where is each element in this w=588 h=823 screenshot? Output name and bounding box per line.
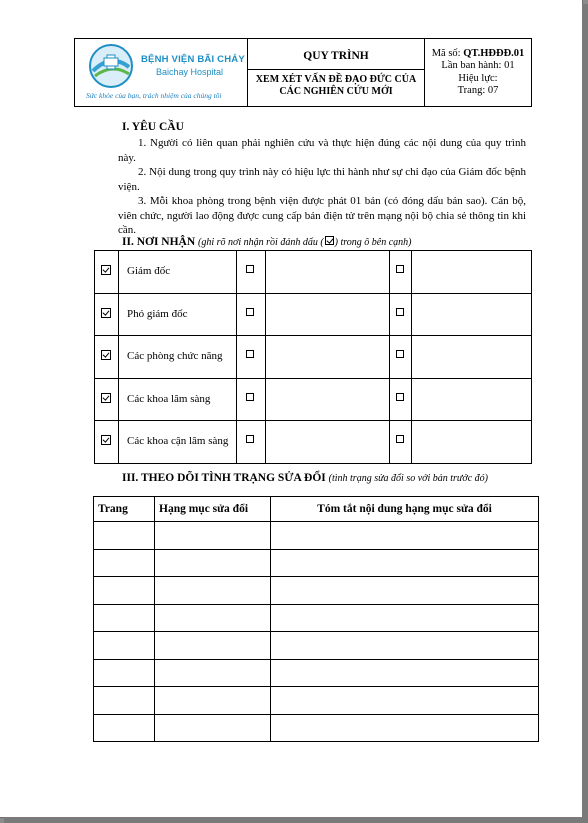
recipient-label: Phó giám đốc — [119, 293, 237, 336]
section3-heading — [122, 472, 488, 484]
revision-summary-cell — [271, 714, 539, 742]
title-cell — [248, 39, 425, 107]
recipient-checkbox-cell[interactable] — [95, 421, 119, 464]
section3-note: (tình trạng sửa đổi so với bản trước đó) — [328, 473, 488, 484]
revision-row — [94, 687, 539, 715]
recipient-checkbox-cell-2[interactable] — [237, 336, 266, 379]
checkbox-empty-icon[interactable] — [246, 435, 254, 443]
recipient-checkbox-cell-3[interactable] — [390, 336, 412, 379]
recipient-row — [95, 293, 532, 336]
checkbox-empty-icon[interactable] — [246, 308, 254, 316]
section2-heading — [122, 236, 412, 248]
issue-number: Lần ban hành: 01 — [441, 60, 515, 71]
page-shadow-right — [582, 4, 588, 823]
revision-summary-cell — [271, 549, 539, 577]
recipient-blank-cell — [266, 251, 390, 294]
recipient-checkbox-cell-3[interactable] — [390, 251, 412, 294]
revision-page-cell — [94, 632, 155, 660]
recipient-blank-cell — [412, 293, 532, 336]
recipient-checkbox-cell[interactable] — [95, 378, 119, 421]
revision-item-cell — [155, 577, 271, 605]
recipient-checkbox-cell-2[interactable] — [237, 251, 266, 294]
recipient-row — [95, 336, 532, 379]
recipient-row — [95, 378, 532, 421]
revision-summary-cell — [271, 687, 539, 715]
revisions-header-row — [94, 497, 539, 522]
recipient-row — [95, 421, 532, 464]
revision-item-cell — [155, 632, 271, 660]
document-header — [74, 38, 532, 107]
checkbox-checked-icon[interactable] — [101, 308, 111, 318]
revision-item-cell — [155, 714, 271, 742]
logo-cell — [75, 39, 248, 107]
effective-label: Hiệu lực: — [458, 72, 498, 84]
revision-page-cell — [94, 604, 155, 632]
revision-page-cell — [94, 549, 155, 577]
recipient-checkbox-cell-3[interactable] — [390, 421, 412, 464]
checkbox-checked-icon[interactable] — [101, 265, 111, 275]
recipient-checkbox-cell-2[interactable] — [237, 421, 266, 464]
checkbox-empty-icon[interactable] — [246, 350, 254, 358]
revision-row — [94, 522, 539, 550]
checkbox-checked-icon[interactable] — [101, 435, 111, 445]
recipient-blank-cell — [412, 336, 532, 379]
section1-para3: 3. Mỗi khoa phòng trong bệnh viện được phát 01 bản (có đóng dấu bản sao). Cán bộ, viên chức, người lao động được cung cấp bản điện tử trên mạng nội bộ chia sẻ thông tin khi cần. — [118, 195, 526, 236]
recipients-table — [94, 250, 532, 464]
col-item: Hạng mục sửa đổi — [155, 497, 271, 522]
revision-row — [94, 577, 539, 605]
doc-code: Mã số: QT.HĐĐĐ.01 — [431, 47, 525, 59]
checkbox-checked-icon[interactable] — [101, 393, 111, 403]
recipient-checkbox-cell-3[interactable] — [390, 293, 412, 336]
recipient-checkbox-cell-3[interactable] — [390, 378, 412, 421]
checkbox-empty-icon[interactable] — [396, 393, 404, 401]
recipient-label: Các khoa cận lâm sàng — [119, 421, 237, 464]
section1-para2: 2. Nội dung trong quy trình này có hiệu lực thi hành như sự chỉ đạo của Giám đốc bệnh viện. — [118, 166, 526, 193]
revisions-table — [93, 496, 539, 742]
checkbox-checked-icon[interactable] — [101, 350, 111, 360]
revision-summary-cell — [271, 659, 539, 687]
section3-title: III. THEO DÕI TÌNH TRẠNG SỬA ĐỔI — [122, 472, 326, 484]
checkbox-empty-icon[interactable] — [246, 393, 254, 401]
page-number: Trang: 07 — [457, 85, 499, 96]
section2-title: II. NƠI NHẬN — [122, 236, 196, 248]
revision-item-cell — [155, 604, 271, 632]
recipient-blank-cell — [266, 336, 390, 379]
hospital-slogan: Sức khỏe của bạn, trách nhiệm của chúng tôi — [86, 90, 222, 100]
revision-page-cell — [94, 659, 155, 687]
recipient-blank-cell — [412, 421, 532, 464]
recipient-blank-cell — [266, 421, 390, 464]
checkbox-checked-icon — [325, 236, 334, 245]
section1-para1: 1. Người có liên quan phải nghiên cứu và thực hiện đúng các nội dung của quy trình này. — [118, 137, 526, 164]
revision-row — [94, 604, 539, 632]
doc-type: QUY TRÌNH — [248, 43, 424, 70]
recipient-checkbox-cell[interactable] — [95, 251, 119, 294]
recipient-row — [95, 251, 532, 294]
col-summary: Tóm tắt nội dung hạng mục sửa đổi — [271, 497, 539, 522]
col-page: Trang — [94, 497, 155, 522]
revision-item-cell — [155, 687, 271, 715]
revision-row — [94, 549, 539, 577]
revision-item-cell — [155, 659, 271, 687]
hospital-logo — [75, 40, 247, 106]
doc-title: XEM XÉT VẤN ĐỀ ĐẠO ĐỨC CỦA CÁC NGHIÊN CỨU MỚI — [255, 74, 417, 97]
revision-page-cell — [94, 522, 155, 550]
checkbox-empty-icon[interactable] — [246, 265, 254, 273]
checkbox-empty-icon[interactable] — [396, 435, 404, 443]
revision-page-cell — [94, 687, 155, 715]
recipient-blank-cell — [266, 293, 390, 336]
recipient-blank-cell — [412, 378, 532, 421]
hospital-name: BỆNH VIỆN BÃI CHÁY — [141, 53, 245, 65]
recipient-label: Các khoa lâm sàng — [119, 378, 237, 421]
section1-title: I. YÊU CẦU — [122, 121, 184, 133]
hospital-emblem-icon — [85, 43, 137, 89]
checkbox-empty-icon[interactable] — [396, 308, 404, 316]
section2-note: (ghi rõ nơi nhận rồi đánh dấu ( ) trong ô bên cạnh) — [198, 237, 412, 248]
revision-item-cell — [155, 549, 271, 577]
checkbox-empty-icon[interactable] — [396, 350, 404, 358]
revision-summary-cell — [271, 632, 539, 660]
recipient-blank-cell — [412, 251, 532, 294]
revision-row — [94, 714, 539, 742]
recipient-checkbox-cell-2[interactable] — [237, 378, 266, 421]
recipient-checkbox-cell[interactable] — [95, 293, 119, 336]
revision-page-cell — [94, 714, 155, 742]
revision-row — [94, 659, 539, 687]
revision-row — [94, 632, 539, 660]
checkbox-empty-icon[interactable] — [396, 265, 404, 273]
hospital-name-en: Baichay Hospital — [156, 66, 224, 77]
recipient-checkbox-cell-2[interactable] — [237, 293, 266, 336]
revision-summary-cell — [271, 577, 539, 605]
page-shadow-bottom — [4, 817, 588, 823]
recipient-blank-cell — [266, 378, 390, 421]
recipient-checkbox-cell[interactable] — [95, 336, 119, 379]
revision-page-cell — [94, 577, 155, 605]
recipient-label: Giám đốc — [119, 251, 237, 294]
recipient-label: Các phòng chức năng — [119, 336, 237, 379]
revision-summary-cell — [271, 522, 539, 550]
info-cell — [425, 39, 532, 107]
revision-item-cell — [155, 522, 271, 550]
revision-summary-cell — [271, 604, 539, 632]
